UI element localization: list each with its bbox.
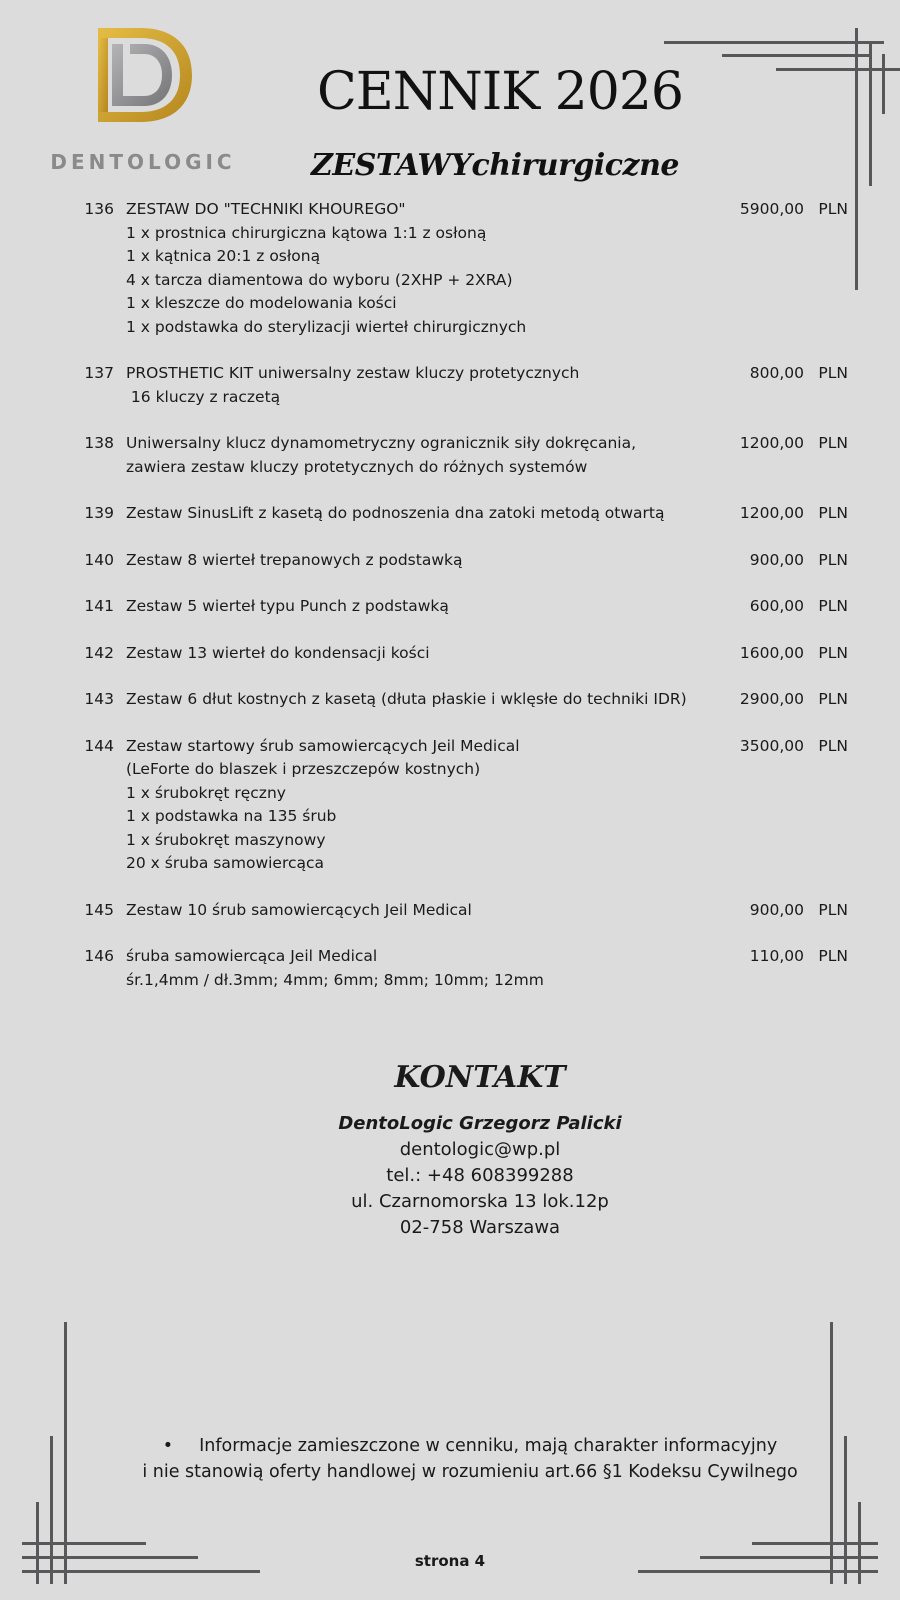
item-description-line: zawiera zestaw kluczy protetycznych do różnych systemów bbox=[126, 457, 588, 476]
price-currency: PLN bbox=[818, 200, 848, 218]
price-amount: 1600,00 bbox=[739, 643, 804, 662]
corner-line bbox=[869, 41, 872, 186]
price-currency: PLN bbox=[818, 643, 848, 662]
item-price bbox=[662, 735, 848, 759]
price-amount: 900,00 bbox=[749, 900, 804, 919]
item-description-line: 1 x podstawka do sterylizacji wierteł chirurgicznych bbox=[126, 317, 527, 336]
price-currency: PLN bbox=[818, 947, 848, 965]
price-amount: 900,00 bbox=[749, 550, 804, 569]
item-description bbox=[126, 549, 686, 573]
price-amount: 110,00 bbox=[749, 947, 804, 965]
price-currency: PLN bbox=[818, 504, 848, 522]
item-number: 141 bbox=[84, 597, 114, 615]
item-description bbox=[126, 642, 686, 666]
contact-title: KONTAKT bbox=[394, 1060, 566, 1095]
item-description-line: śr.1,4mm / dł.3mm; 4mm; 6mm; 8mm; 10mm; 12mm bbox=[126, 970, 544, 989]
item-number: 146 bbox=[84, 947, 114, 965]
item-price bbox=[662, 642, 848, 666]
price-currency: PLN bbox=[818, 364, 848, 382]
contact-phone[interactable]: tel.: +48 608399288 bbox=[386, 1165, 574, 1186]
item-description-line: Zestaw 6 dłut kostnych z kasetą (dłuta płaskie i wklęsłe do techniki IDR) bbox=[126, 690, 687, 708]
disclaimer bbox=[130, 1433, 810, 1485]
item-number: 139 bbox=[84, 504, 114, 522]
item-number: 138 bbox=[84, 434, 114, 452]
item-description-line: śruba samowiercąca Jeil Medical bbox=[126, 947, 378, 965]
section-subtitle: ZESTAWYchirurgiczne bbox=[311, 148, 679, 183]
corner-line bbox=[22, 1542, 146, 1545]
item-description bbox=[126, 688, 686, 712]
item-price bbox=[662, 502, 848, 526]
corner-line bbox=[844, 1436, 847, 1584]
corner-line bbox=[638, 1570, 878, 1573]
contact-street: ul. Czarnomorska 13 lok.12p bbox=[351, 1191, 609, 1212]
item-number: 136 bbox=[84, 200, 114, 218]
item-price bbox=[662, 198, 848, 222]
item-number: 143 bbox=[84, 690, 114, 708]
price-list-item bbox=[80, 945, 848, 992]
item-description-line: 1 x śrubokręt ręczny bbox=[126, 783, 286, 802]
price-currency: PLN bbox=[818, 550, 848, 569]
corner-line bbox=[752, 1542, 878, 1545]
item-description-line: 16 kluczy z raczetą bbox=[126, 387, 281, 406]
price-list-item bbox=[80, 362, 848, 409]
item-number: 145 bbox=[84, 900, 114, 919]
contact-section bbox=[250, 1060, 710, 1241]
price-amount: 5900,00 bbox=[739, 200, 804, 218]
item-price bbox=[662, 362, 848, 386]
corner-line bbox=[22, 1556, 198, 1559]
price-amount: 3500,00 bbox=[739, 736, 804, 755]
price-currency: PLN bbox=[818, 900, 848, 919]
price-currency: PLN bbox=[818, 736, 848, 755]
item-number: 137 bbox=[84, 364, 114, 382]
item-price bbox=[662, 899, 848, 923]
price-amount: 1200,00 bbox=[739, 504, 804, 522]
item-description-line: 1 x śrubokręt maszynowy bbox=[126, 830, 326, 849]
corner-line bbox=[664, 41, 884, 44]
item-price bbox=[662, 945, 848, 969]
item-description bbox=[126, 945, 686, 992]
item-description-line: 20 x śruba samowiercąca bbox=[126, 854, 325, 872]
price-list-item bbox=[80, 502, 848, 526]
corner-line bbox=[722, 54, 872, 57]
price-list-item bbox=[80, 432, 848, 479]
price-list-item bbox=[80, 642, 848, 666]
item-description-line: 1 x kątnica 20:1 z osłoną bbox=[126, 247, 321, 265]
disclaimer-line-1: Informacje zamieszczone w cenniku, mają charakter informacyjny bbox=[199, 1436, 778, 1456]
price-list-item bbox=[80, 549, 848, 573]
contact-email[interactable]: dentologic@wp.pl bbox=[399, 1139, 561, 1160]
brand-name: DENTOLOGIC bbox=[50, 150, 236, 174]
item-number: 144 bbox=[84, 736, 114, 755]
contact-name: DentoLogic Grzegorz Palicki bbox=[338, 1113, 622, 1134]
item-description bbox=[126, 899, 686, 923]
item-description-line: 1 x podstawka na 135 śrub bbox=[126, 807, 337, 825]
price-currency: PLN bbox=[818, 690, 848, 708]
price-list-item bbox=[80, 735, 848, 876]
item-description-line: 1 x prostnica chirurgiczna kątowa 1:1 z osłoną bbox=[126, 223, 487, 242]
corner-line bbox=[855, 28, 858, 290]
disclaimer-line-2: i nie stanowią oferty handlowej w rozumieniu art.66 §1 Kodeksu Cywilnego bbox=[142, 1462, 798, 1482]
item-description bbox=[126, 595, 686, 619]
item-description-line: Zestaw 10 śrub samowiercących Jeil Medical bbox=[126, 900, 472, 919]
item-price bbox=[662, 688, 848, 712]
corner-line bbox=[700, 1556, 878, 1559]
item-price bbox=[662, 595, 848, 619]
item-description-line: Uniwersalny klucz dynamometryczny ogranicznik siły dokręcania, bbox=[126, 434, 636, 452]
item-number: 142 bbox=[84, 643, 114, 662]
bullet-icon: • bbox=[162, 1436, 174, 1456]
item-description bbox=[126, 502, 686, 526]
item-description-line: 4 x tarcza diamentowa do wyboru (2XHP + 2XRA) bbox=[126, 270, 513, 289]
item-price bbox=[662, 432, 848, 456]
item-description-line: (LeForte do blaszek i przeszczepów kostnych) bbox=[126, 760, 481, 778]
page-number: strona 4 bbox=[414, 1552, 486, 1570]
item-description-line: Zestaw 13 wierteł do kondensacji kości bbox=[126, 643, 430, 662]
corner-line bbox=[882, 54, 885, 114]
item-number: 140 bbox=[84, 550, 114, 569]
price-amount: 800,00 bbox=[749, 364, 804, 382]
corner-line bbox=[50, 1436, 53, 1584]
item-description-line: Zestaw SinusLift z kasetą do podnoszenia dna zatoki metodą otwartą bbox=[126, 504, 665, 522]
item-description-line: Zestaw 5 wierteł typu Punch z podstawką bbox=[126, 597, 449, 615]
item-description bbox=[126, 198, 686, 339]
price-amount: 600,00 bbox=[749, 597, 804, 615]
price-amount: 2900,00 bbox=[739, 690, 804, 708]
item-description-line: PROSTHETIC KIT uniwersalny zestaw kluczy protetycznych bbox=[126, 364, 580, 382]
price-list-item bbox=[80, 198, 848, 339]
price-currency: PLN bbox=[818, 434, 848, 452]
item-description-line: Zestaw startowy śrub samowiercących Jeil Medical bbox=[126, 736, 520, 755]
item-description bbox=[126, 432, 686, 479]
price-list bbox=[80, 198, 848, 1015]
price-list-item bbox=[80, 688, 848, 712]
page-title: CENNIK 2026 bbox=[317, 62, 683, 122]
price-list-item bbox=[80, 899, 848, 923]
price-amount: 1200,00 bbox=[739, 434, 804, 452]
item-description-line: Zestaw 8 wierteł trepanowych z podstawką bbox=[126, 550, 463, 569]
item-price bbox=[662, 549, 848, 573]
item-description-line: 1 x kleszcze do modelowania kości bbox=[126, 294, 397, 312]
item-description bbox=[126, 735, 686, 876]
contact-city: 02-758 Warszawa bbox=[399, 1217, 561, 1238]
price-currency: PLN bbox=[818, 597, 848, 615]
dentologic-logo-icon bbox=[96, 26, 194, 124]
item-description-line: ZESTAW DO "TECHNIKI KHOUREGO" bbox=[126, 200, 406, 218]
corner-line bbox=[22, 1570, 260, 1573]
logo bbox=[48, 26, 238, 176]
price-list-item bbox=[80, 595, 848, 619]
item-description bbox=[126, 362, 686, 409]
